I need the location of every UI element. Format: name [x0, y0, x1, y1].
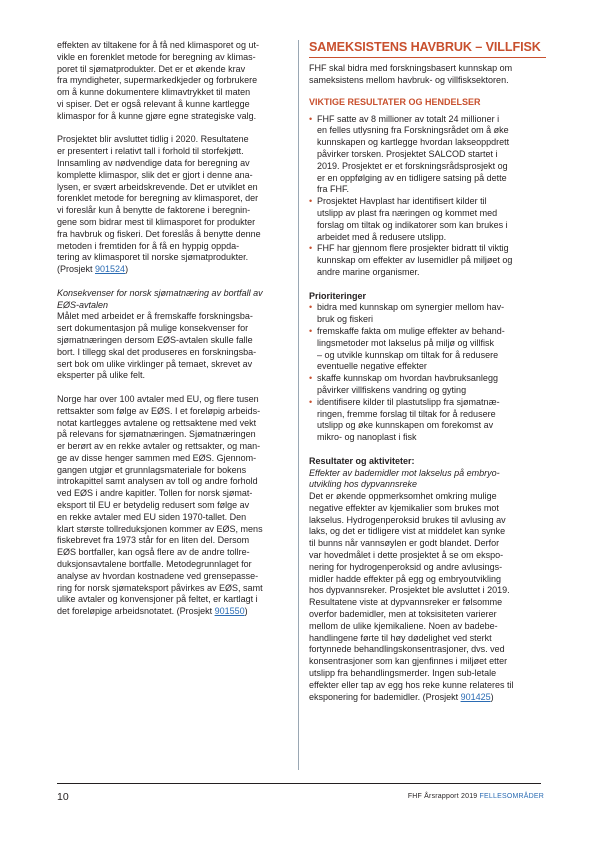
eos-section-heading — [57, 288, 287, 312]
text-line: fra FHF. — [317, 184, 350, 195]
text-line: utslipp av plast fra næringen og kommet med — [317, 207, 498, 218]
text-line: Konsekvenser for norsk sjømatnæring av bortfall av — [57, 287, 263, 298]
results-list — [309, 114, 546, 279]
priorities-list — [309, 302, 546, 444]
text-line: fremskaffe fakta om mulige effekter av behand- — [317, 325, 505, 336]
text-line: er presentert i relativt tall i forhold til storfekjøtt. — [57, 146, 244, 157]
text-line: Innsamling av nødvendige data for beregning av — [57, 157, 250, 168]
bullet-icon: • — [309, 243, 313, 254]
text-line: EØS bortfaller, kan også flere av de andre tollre- — [57, 547, 250, 558]
text-line: eventuelle negative effekter — [317, 361, 427, 372]
paragraph-eos-goal — [57, 311, 287, 382]
text-line: ge av disse henger sammen med EØS. Gjennom- — [57, 452, 257, 463]
text-line: negative effekter av kjemikalier som brukes mot — [309, 502, 499, 513]
bullet-icon: • — [309, 325, 313, 336]
ref-suffix: ) — [125, 264, 129, 275]
text-line: kunnskap om effekter av lusemidler på miljøet og — [317, 255, 513, 266]
ref-suffix: ) — [244, 606, 248, 617]
text-line: Prosjektet Havplast har identifisert kilder til — [317, 196, 487, 207]
text-line: tering av klimasporet til norske sjømatprodukter. — [57, 252, 249, 263]
list-item — [309, 243, 546, 278]
list-item — [309, 397, 546, 444]
section-title: SAMEKSISTENS HAVBRUK – VILLFISK — [309, 40, 541, 54]
text-line: Målet med arbeidet er å fremskaffe forskningsba- — [57, 311, 253, 322]
text-line: ringen, fremme forslag til tiltak for å redusere — [317, 408, 496, 419]
project-link-901425[interactable]: 901425 — [460, 691, 491, 702]
text-line: ved EØS i andre kapitler. Tollen for norsk sjømat- — [57, 488, 253, 499]
priorities-heading: Prioriteringer — [309, 290, 367, 301]
text-line: EØS-avtalen — [57, 299, 109, 310]
project-link-901550[interactable]: 901550 — [214, 606, 245, 617]
text-line: handlingene førte til høy dødelighet ved sterkt — [309, 632, 492, 643]
text-line: Effekter av bademidler mot lakselus på embryo- — [309, 467, 500, 478]
text-line: på relevans for sjømatnæringen. Sjømatnæringen — [57, 429, 256, 440]
text-line: overfor bademidler, men at toksisiteten varierer — [309, 609, 497, 620]
text-line: FHF har gjennom flere prosjekter bidratt til viktig — [317, 243, 509, 254]
text-line: duksjonsavtalene bortfalle. Metodegrunnlaget for — [57, 559, 252, 570]
text-line: komplette klimaspor, slik det er gjort i denne ana- — [57, 169, 253, 180]
text-line: fra myndigheter, supermarkedkjeder og forbrukere — [57, 75, 258, 86]
text-line: notat kartlegges avtalene og rettsaktene med vekt — [57, 417, 257, 428]
text-line: ring for norsk sjømateksport påvirkes av EØS, samt — [57, 582, 263, 593]
text-line: forenklet metode for beregning av klimasporet, der — [57, 193, 259, 204]
text-line: effekter eller tap av egg hos reke kunne relateres til — [309, 679, 514, 690]
text-line: – og utvikle kunnskap om tiltak for å redusere — [317, 349, 499, 360]
text-line: påvirker torsken. Prosjektet SALCOD startet i — [317, 148, 498, 159]
text-line: bidra med kunnskap om synergier mellom hav- — [317, 302, 505, 313]
list-item — [309, 326, 546, 373]
text-line: identifisere kilder til plastutslipp fra sjømatnæ- — [317, 396, 500, 407]
text-line: fiskebrevet fra 1973 står for en liten del. Dersom — [57, 535, 250, 546]
text-line: rettsakter som følge av EØS. I et foreløpig arbeids- — [57, 405, 261, 416]
text-line: Norge har over 100 avtaler med EU, og flere tusen — [57, 393, 259, 404]
text-line: gene som bidrar mest til klimasporet for produkter — [57, 216, 256, 227]
report-name: FHF Årsrapport 2019 — [407, 793, 478, 800]
text-line: mellom de ulike kjemikaliene. Noen av badebe- — [309, 620, 498, 631]
footer-label — [408, 793, 544, 800]
text-line: utvikling hos dypvannsreke — [309, 479, 418, 490]
text-line: laks, og det er tidligere vist at middelet kan synke — [309, 526, 506, 537]
text-line: midler hadde effekter på egg og embryoutvikling — [309, 573, 501, 584]
text-line: metoden i fremtiden for å få en hyppig oppda- — [57, 240, 240, 251]
paragraph-project-end — [57, 134, 287, 276]
text-line: konsentrasjoner som kan gjenfinnes i miljøet etter — [309, 656, 508, 667]
project-link-901524[interactable]: 901524 — [95, 264, 126, 275]
ref-prefix: (Prosjekt — [57, 264, 96, 275]
text-line — [57, 606, 287, 618]
text-line: sameksistens mellom havbruk- og villfisksektoren. — [309, 74, 509, 85]
text-line: en felles utlysning fra Forskningsrådet om å øke — [317, 125, 509, 136]
text-line: sert bok om ulike virklinger på temaet, skrevet av — [57, 358, 253, 369]
text-line: introkapittel samt analysen av toll og andre forhold — [57, 476, 258, 487]
text-line: påvirker villfiskens vandring og gyting — [317, 384, 467, 395]
text-line: kunnskapen og kartlegge hvordan lakseoppdrett — [317, 137, 510, 148]
text-line: sert dokumentasjon på mulige konsekvenser for — [57, 323, 249, 334]
bullet-icon: • — [309, 113, 313, 124]
paragraph-climate-method — [57, 40, 287, 123]
text-line: poret til sjømatprodukter. Det er et økende krav — [57, 63, 246, 74]
text-line: arbeidet med å redusere utslipp. — [317, 231, 447, 242]
section-name: FELLESOMRÅDER — [479, 793, 544, 800]
text-line: utslipp fra behandlingsmerder. Ingen sub-letale — [309, 668, 497, 679]
ref-suffix: ) — [490, 691, 494, 702]
title-rule — [309, 57, 546, 58]
text-line: bruk og fiskeri — [317, 314, 374, 325]
right-column — [309, 40, 546, 703]
bullet-icon: • — [309, 302, 313, 313]
text-line: fortynnede behandlingskonsentrasjoner, dvs. ved — [309, 644, 505, 655]
text-line: lingsmetoder mot lakselus på miljø og villfisk — [317, 337, 495, 348]
footer-rule — [57, 783, 541, 784]
text-line — [57, 264, 287, 276]
text-line: klimaspor for å kunne gjøre egne strategiske valg. — [57, 110, 257, 121]
text-line: utslipp og øke kunnskapen om forekomst av — [317, 420, 494, 431]
results-subtitle: VIKTIGE RESULTATER OG HENDELSER — [309, 96, 481, 107]
column-divider — [298, 40, 299, 770]
page-number: 10 — [57, 791, 69, 803]
bullet-icon: • — [309, 396, 313, 407]
text-line: Resultatene viste at dypvannsreker er følsomme — [309, 597, 503, 608]
text-line: var hovedmålet i dette prosjektet å se om ekspo- — [309, 550, 504, 561]
text-line: nering for hydrogenperoksid og andre avlusings- — [309, 561, 503, 572]
text-line: en rekke avtaler med EU siden 1970-tallet. Den — [57, 511, 247, 522]
text-line: eksport til EU er betydelig redusert som følge av — [57, 500, 250, 511]
text-line: skaffe kunnskap om hvordan havbruksanlegg — [317, 373, 498, 384]
paragraph-bath-treatments — [309, 491, 546, 703]
text-line: lakselus. Hydrogenperoksid brukes til avlusing av — [309, 514, 506, 525]
activities-subheading — [309, 468, 546, 492]
text-line: klart største tollreduksjonen kommer av EØS, mens — [57, 523, 263, 534]
text-line: ulike avtaler og konvensjoner på feltet, er kartlagt i — [57, 594, 258, 605]
ref-prefix: eksponering for bademidler. (Prosjekt — [309, 691, 461, 702]
text-line: til bunns når vannsøylen er godt blandet. Derfor — [309, 538, 500, 549]
text-line: lysen, er svært arbeidskrevende. Det er utviklet en — [57, 181, 258, 192]
text-line: vikle en forenklet metode for beregning av klimas- — [57, 51, 256, 62]
text-line: forslag om tiltak og indikatorer som kan brukes i — [317, 219, 508, 230]
text-line: om å kunne dokumentere klimavtrykket til maten — [57, 87, 251, 98]
text-line: mikro- og nanoplast i fisk — [317, 432, 417, 443]
text-line: gangen utgjør et grunnlagsmateriale for bokens — [57, 464, 247, 475]
text-line: vi spiser. Det er også relevant å kunne kartlegge — [57, 98, 250, 109]
text-line: Det er økende oppmerksomhet omkring mulige — [309, 491, 497, 502]
paragraph-eos-agreements — [57, 394, 287, 618]
text-line: sjømatnæringen dersom EØS-avtalen skulle falle — [57, 334, 253, 345]
text-line: effekten av tiltakene for å få ned klimasporet og ut- — [57, 40, 259, 50]
text-line: er berørt av en rekke avtaler og rettsakter, og man- — [57, 441, 261, 452]
list-item — [309, 302, 546, 326]
text-line: er en oppfølging av en tidligere satsing på dette — [317, 172, 507, 183]
text-line: 2019. Prosjektet er et forskningsrådsprosjekt og — [317, 160, 508, 171]
text-line: fra havbruk og fiskeri. Det foreslås å benytte denne — [57, 228, 261, 239]
section-intro — [309, 63, 546, 87]
list-item — [309, 196, 546, 243]
left-column — [57, 40, 287, 618]
text-line: Prosjektet blir avsluttet tidlig i 2020. Resultatene — [57, 134, 249, 145]
bullet-icon: • — [309, 196, 313, 207]
list-item — [309, 114, 546, 197]
text-line: eksperter på ulike felt. — [57, 370, 146, 381]
text-line: bort. I tillegg skal det produseres en forskningsba- — [57, 346, 257, 357]
activities-heading: Resultater og aktiviteter: — [309, 455, 415, 466]
text-line — [309, 692, 546, 704]
text-line: FHF satte av 8 millioner av totalt 24 millioner i — [317, 113, 500, 124]
bullet-icon: • — [309, 373, 313, 384]
text-line: hos dypvannsreker. Prosjektet ble avsluttet i 2019. — [309, 585, 510, 596]
text-line: vi foreslår kun å benytte de faktorene i beregnin- — [57, 205, 251, 216]
ref-prefix: det foreløpige arbeidsnotatet. (Prosjekt — [57, 606, 215, 617]
list-item — [309, 373, 546, 397]
text-line: analyse av hvordan kostnadene ved grensepasse- — [57, 570, 259, 581]
text-line: andre marine organismer. — [317, 266, 420, 277]
text-line: FHF skal bidra med forskningsbasert kunnskap om — [309, 63, 513, 73]
